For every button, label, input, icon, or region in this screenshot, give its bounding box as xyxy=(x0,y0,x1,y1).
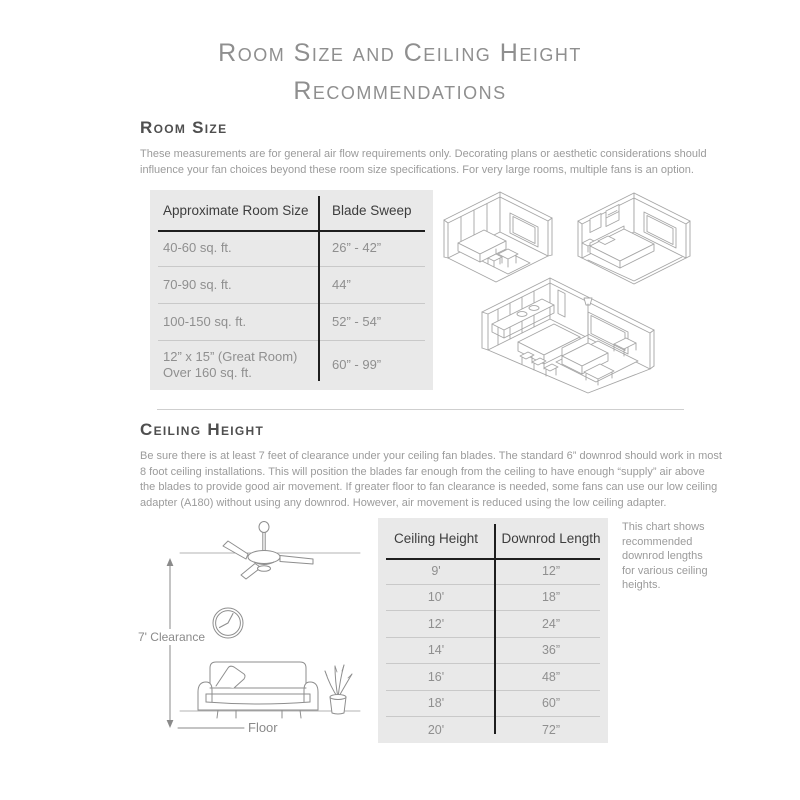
room-size-description: These measurements are for general air flow requirements only. Decorating plans or aesthetic considerations should influence your fan choices beyond these room size specifications. For very large rooms, multiple fans is an option. xyxy=(140,148,707,176)
table-cell: 20' xyxy=(427,722,445,737)
page-title-line1: Room Size and Ceiling Height xyxy=(218,39,582,67)
ceiling-height-heading: Ceiling Height xyxy=(140,420,265,439)
table-cell: 9' xyxy=(431,563,441,578)
table-row xyxy=(378,717,608,743)
column-header: Approximate Room Size xyxy=(163,202,309,218)
table-row xyxy=(378,611,608,637)
column-header: Blade Sweep xyxy=(332,202,412,218)
table-cell: 60” xyxy=(541,696,561,711)
table-cell: 44” xyxy=(332,277,351,292)
column-header: Downrod Length xyxy=(501,530,601,546)
office-room-drawing xyxy=(444,192,552,282)
table-cell: 48” xyxy=(541,669,561,684)
downrod-table xyxy=(378,518,608,743)
table-column-divider xyxy=(494,524,496,734)
table-cell: 72” xyxy=(541,722,561,737)
table-cell: 40-60 sq. ft. xyxy=(163,240,232,255)
column-header: Ceiling Height xyxy=(393,530,479,546)
table-cell: 24” xyxy=(541,616,561,631)
table-cell: 26” - 42” xyxy=(332,240,382,255)
table-row xyxy=(378,585,608,611)
table-cell: 100-150 sq. ft. xyxy=(163,314,247,329)
downrod-table-note: This chart shows recommended downrod lengths for various ceiling heights. xyxy=(622,521,708,591)
ceiling-fan-clearance-diagram xyxy=(132,516,372,746)
table-cell: 12” x 15” (Great Room) Over 160 sq. ft. xyxy=(163,349,298,380)
table-row xyxy=(378,558,608,584)
table-row xyxy=(378,691,608,717)
ceiling-height-description: Be sure there is at least 7 feet of clearance under your ceiling fan blades. The standard 6” downrod should work in most 8 foot ceiling installations. This will position the blades far enough from the ceiling to have enough “supply” air above the blades to provide good air movement. If greater floor to fan clearance is needed, some fans can use our low ceiling adapter (A180) without using any downrod. However, air movement is reduced using the low ceiling adapter. xyxy=(140,450,722,509)
table-header-rule xyxy=(158,230,425,232)
room-size-heading: Room Size xyxy=(140,118,228,137)
table-cell: 12' xyxy=(427,616,445,631)
table-cell: 14' xyxy=(427,643,445,658)
floor-label: Floor xyxy=(248,720,278,735)
clock-icon xyxy=(213,608,243,638)
ceiling-fan-icon xyxy=(223,522,313,580)
clearance-label: 7' Clearance xyxy=(138,630,205,644)
table-column-divider xyxy=(318,196,320,381)
table-cell: 18” xyxy=(541,590,561,605)
table-row xyxy=(150,341,433,389)
page-title-line2: Recommendations xyxy=(293,77,507,105)
bedroom-drawing xyxy=(578,193,690,284)
living-kitchen-room-drawing xyxy=(482,278,654,393)
room-size-table xyxy=(150,190,433,390)
table-header-row xyxy=(150,190,433,230)
table-header-rule xyxy=(386,558,600,560)
sofa-icon xyxy=(198,662,318,718)
table-row xyxy=(150,267,433,303)
table-cell: 18' xyxy=(427,696,445,711)
table-cell: 70-90 sq. ft. xyxy=(163,277,232,292)
table-row xyxy=(378,664,608,690)
plant-icon xyxy=(325,665,352,714)
table-cell: 10' xyxy=(427,590,445,605)
section-divider xyxy=(157,409,684,410)
table-cell: 60” - 99” xyxy=(332,357,382,372)
table-cell: 12” xyxy=(541,563,561,578)
table-cell: 16' xyxy=(427,669,445,684)
table-cell: 52” - 54” xyxy=(332,314,382,329)
table-cell: 36” xyxy=(541,643,561,658)
table-header-row xyxy=(378,518,608,558)
table-row xyxy=(378,638,608,664)
table-row xyxy=(150,304,433,340)
table-row xyxy=(150,230,433,266)
page-title xyxy=(0,34,800,110)
isometric-rooms-illustration xyxy=(438,186,710,396)
